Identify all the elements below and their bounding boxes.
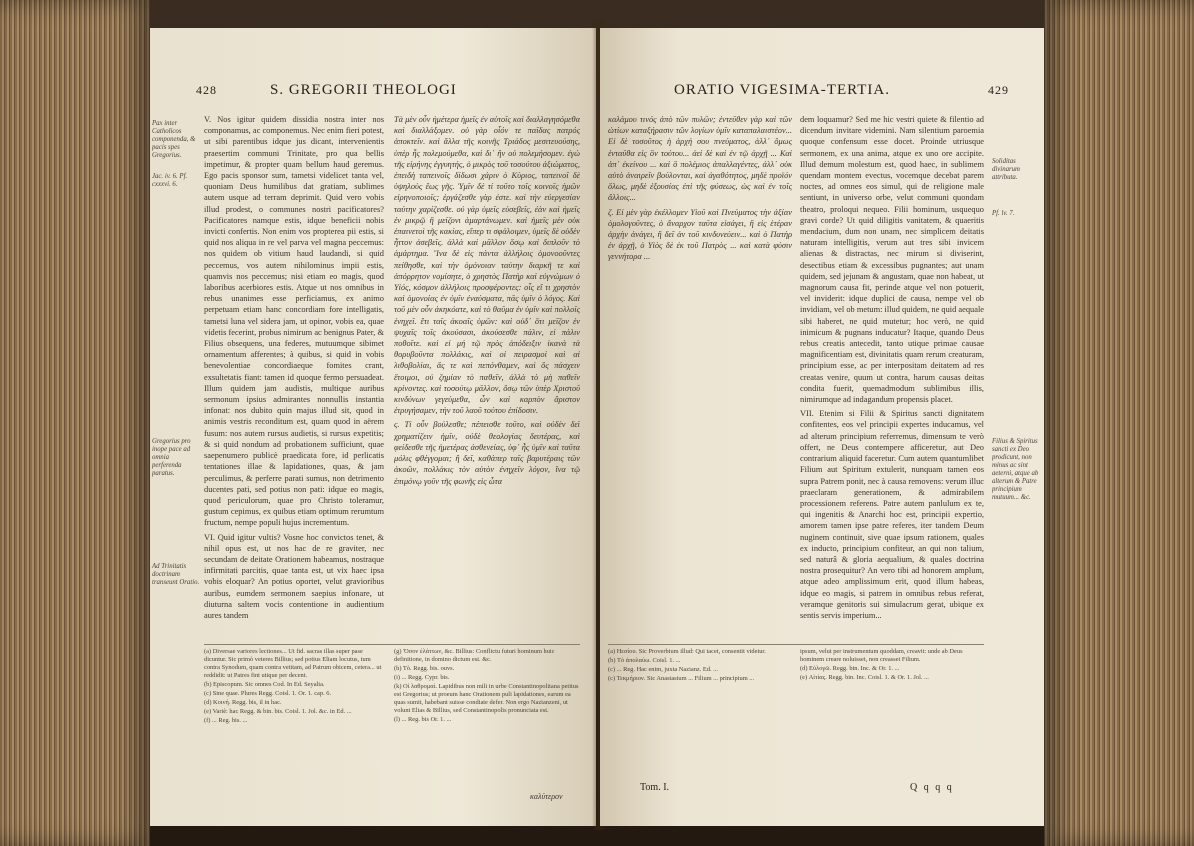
latin-column [204, 114, 384, 640]
footnote: (f) ... Reg. bis. ... [204, 717, 248, 724]
footnote: (a) Diversae variores lectiones... Ut fid. sacras illas super pase dicuntur. Sic primò veteres Billius; sed potius Eliam locutus, tum contra Synodum, quam contra vetitam, ad Patrum obicem, cetera... ut reddidit: ut Patres fint utique per decent. [204, 648, 382, 679]
left-page [150, 28, 596, 826]
greek-paragraph: ς. Τί οὖν βούλεσθε; πέπεισθε τοῦτο, καὶ οὐδὲν δεῖ χρηματίζειν ἡμῖν, οὐδὲ θεολογίας δευτέρας, καὶ φείδεσθε τῆς ἡμετέρας ἀσθενείας, ὑφ᾽ ἧς ὑμῖν καὶ ταῦτα μόλις φθέγγομαι; ἢ δεῖ, καθάπερ ταῖς βαρυτέραις τῶν ἀκοῶν, πολλάκις τὸν αὐτὸν ἐνηχεῖν λόγον, ἵνα τῷ ἐπιμόνῳ γοῦν τῆς φωνῆς εἰς ὦτα [394, 420, 580, 486]
footnote: (b) Τὸ ἀπολαύω. Coisl. 1. ... [608, 657, 681, 664]
footnote: (k) Οἱ λαθρομαί. Lapidibus non mili in urbe Constantinopolitana petitus est Gregorius; ut proeum hanc Orationem puli lapidationes, earum ea quas sumit, habebant suisse condiate defer. Non ergo Nazianzeni, ut volunt Elias & Billius, sed Constantinopolis pronunciata est. [394, 683, 579, 714]
footnote: (b) Episcopum. Sic omnes Cod. In Ed. Seyalia. [204, 681, 325, 688]
latin-paragraph: V. Nos igitur quidem dissidia nostra inter nos componamus, ac componemus. Nec enim fieri potest, ut sibi parentibus idque jus dicant, intervenientis praesertim communi Trinitate, pro qua bellis impetimur, & propter quam bellum haud geremus. Ego pacis sponsor sum, tametsi videlicet tanta vel, quoniam Deus humilibus dat gratiam, sublimes autem usque ad terram deprimit. Quid vero vobis illud prodest, o communes nostri pacificatores? Pacificatores namque estis, idque beneficii nobis invicti confertis. Non enim vos propterea pii estis, si quid nos aliqua in re vel parva vel magna peccemus: nos quidem ob vitium haud laudandi, si quid peccemus, vos autem nihilominus impii estis, quamvis nos peccemus; nisi etiam eo magis, quod laboribus acerbiores estis. Atque ut nos omnibus in rebus unanimes esse perficiamus, ex animo perpetuam etiam hanc concordiam fore intelligatis, tametsi luna vel sidera jam, ut opinor, vobis ea, quae videtis fecerint, probus nimirum ac benignus Pater, & Filius obsequens, una federes, mutuumque sibimet ornamentum afferentes; à quibus, si quid in vobis benevolentiae concordiaeque fomites crant, exsultetatis fiant: tamen id quoque fermo persuadeat. Illum quidem jam audistis, multique auribus sermonum ipsius admirantes nonnullis instantia infonat: nos dubito quin majus illud sit, quod in animis vestris reconditum est, quam quod in aërem fusum: nos autem rursus audietis, si rursus expetitis; & si quid nondum ad probationem sufficiunt, quae saepenumero publicè praedicata fore, id perlicatis tentationes illae & lapidationes, quas, & jam perculimus, & perferre parati sumus, non detrimento ducentes pati, sed potius non pati: idque eo magis, quod periculorum, quae pro Christo toleramur, gustum cepimus, ex quibus etiam optimum rerumtum fructum, nempe populi hujus incrementum. [204, 115, 384, 528]
latin-paragraph: dem loquamur? Sed me hic vestri quiete & filentio ad dicendum invitare videmini. Nam silentium paroemia quoque confensum esse docet. Proinde utriusque sermonem, ex una anima, atque ex uno ore accipite. Illud demum molestum est, quod haec, in sublimem quendam montem evectus, vocemque decebat parem noctes, ad omnes eos simul, qui de religione male sentiunt, in universo orbe, velut communi quondam theatro, proloqui nequeo. Filii hominum, usquequo gravi corde? Ut quid diligitis vanitatem, & quaeritis mendacium, dum non unam, nec simplicem deitatis naturam intelligitis, verum aut tres sibi invicem alienas & distractas, nec mirum si diviserint, desectibus etiam & excessibus pugnantes; aut unam quidem, sed jejunam & angustam, quae non habeat, ut magnorum causa fit, perinde atque vel non potuerit, vel inviderit: idque duplici de causa, nempe vel ob invidiam, vel ob metum: illud quidem, ne quid aequale sibi haberet, ne quid mutetur; hoc verò, ne quid inimicum & pugnans inducatur? Itaque, quando Deus rebus creatis antecedit, tanto utique primae causae magnificentiam est, divinitatis quam rerum creaturam, principium esse, ac per interpositam deitatem ad res creatas venire, quum ut contra, harum causas deitas condita fuerit, quemadmodum sublimibus illis, nimirumque ad indagandum propensis placet. [800, 115, 984, 405]
margin-note: Ad Trinitatis doctrinam transeunt Oratio. [152, 563, 200, 586]
footnote-rule [204, 644, 580, 645]
latin-footnotes [800, 648, 984, 768]
footnote: (c) Τεκμήριον. Sic Anastasium ... Filium ... principium ... [608, 675, 755, 682]
footnote: (d) Κοινή. Regg. bis, il in hac. [204, 699, 282, 706]
latin-footnotes [204, 648, 384, 788]
footnote: (c) ... Reg. Hac enim, juxta Nazianz. Ed. ... [608, 666, 719, 673]
latin-paragraph: VII. Etenim si Filii & Spiritus sancti dignitatem confitentes, eos vel principii expertes inducamus, vel ad alterum principium referremus, dimensum te verò offert, ne Deus contempere afficeretur, aut Deo contrarium aliquid faceretur. Cum autem quantumlibet Filium aut Spiritum extulerit, nunquam tamen eos supra Patrem ponit, nec à causa removens: verum illuc praeclaram generationem, & admirabilem processionem referens. Patre autem panlulum ex te, qui ingenitis & Anarchi hoc est, principii expertio, amorem tamen ipse patre referes, iter tandem Deum nuginem continuit, sive quae ipsum rationem, quales ex inducto, principium confiteur, an qui non talium, sed naturâ & gloria aequalium, & quales doctrina nostra prosequitur? An vero tibi ad honorem amplum, atque adeo amplissimum erit, quod illum habeas, idque eo magis, si patrem in omnibus rebus referat, veramque genitoris sui simulacrum gerat, ubique ex sentis servis imperium... [800, 409, 984, 620]
footnote: (h) Tò. Regg. bis. ouvs. [394, 665, 455, 672]
tome-label: Tom. I. [640, 782, 670, 793]
right-page-edges [1044, 0, 1194, 846]
greek-column [608, 114, 792, 640]
footnote: (i) ... Regg. Cypr. bis. [394, 674, 450, 681]
margin-note: Soliditas divinarum attributa. [992, 158, 1020, 181]
footnote-rule [608, 644, 984, 645]
signature-mark: Q q q q [910, 782, 954, 793]
left-page-edges [0, 0, 150, 846]
left-running-head: S. GREGORII THEOLOGI [270, 82, 457, 98]
greek-footnotes [608, 648, 792, 768]
margin-note: Filius & Spiritus sancti ex Deo prodicunt, non minus ac sint aeterni, atque ab alterum & Patre principium mutuum... &c. [992, 438, 1039, 501]
right-running-head: ORATIO VIGESIMA-TERTIA. [674, 82, 890, 98]
footnote: (c) Sine quae. Plures Regg. Coisl. 1. Or. 1. cap. 6. [204, 690, 332, 697]
right-page [600, 28, 1044, 826]
latin-paragraph: VI. Quid igitur vultis? Vosne hoc convictos tenet, & nihil opus est, ut nos hac de re graviter, nec secundam de deitate Orationem habeamus, nostraque infirmitati parcitis, quae tanta est, ut vix haec ipsa vobis eloquar? An potius oportet, velut gravioribus auribus, eumdem sermonem saepius infonare, ut diuturna saltem vocis contentione in audientium aures tandem [204, 532, 384, 620]
footnote: (a) Ηεσίου. Sic Proverbium illud: Qui tacet, consentit videtur. [608, 648, 766, 655]
footnote: (e) Variè: hac Regg. & bin. bis. Coisl. 1. Jol. &c. in Ed. ... [204, 708, 352, 715]
right-page-number: 429 [988, 83, 1009, 97]
greek-paragraph: ζ. Εἰ μὲν γὰρ ἐκέλλομεν Υἱοῦ καὶ Πνεύματος τὴν ἀξίαν ὁμολογοῦντες, ὁ ἄναρχον ταῦτα εἰσάγει, ἢ εἰς ἑτέραν ἀρχὴν ἀνάγει, ἢ δεῖ ἀν τοῦ κινδυνεύειν... καὶ ὁ Πατὴρ ἐν ἀρχῇ, ὁ Υἱὸς δὲ ἐκ τοῦ Πατρὸς ... καὶ κατὰ φύσιν γεννήτορα ... [608, 207, 792, 262]
footnote: (e) Αἰτίας. Regg. bin. Inc. Coisl. 1. & Or. 1. Jol. ... [800, 674, 929, 681]
greek-column [394, 114, 580, 640]
greek-paragraph: καλάμου τινός ἀπὸ τῶν πυλῶν; ἐντεῦθεν γὰρ καὶ τῶν ὡτίων καταξήρασιν τῶν λογίων ὑμῖν καταπαλαιστέον... Εἰ δὲ τοσοῦτος ἡ ἀρχή σου πνεύματος, ἀλλ᾽ ὅμως ἐνταῦθα εἰς ὃν τούτου... ἀεὶ δὲ καὶ ἐν τῷ ἀρχῇ ... Καὶ ἀπ᾽ ἐκείνου ... καὶ ὃ πολέμιος ἀπαλλαγέντες, ἀλλ᾽ οὐκ αὐτὸ ἀναιρεῖν βούλονται, καὶ ἀγαθότητος, μηδὲ προϊόν ὅλως, μηδὲ ἐξουσίας ἐπὶ τῆς φύσεως, ὡς καὶ ἐν τοῖς ἄλλοις... [608, 115, 792, 203]
latin-column [800, 114, 984, 640]
margin-note: Gregorius pro inope pace ad omnia perferenda paratus. [152, 438, 191, 477]
greek-paragraph: Τὰ μὲν οὖν ἡμέτερα ἡμεῖς ἐν αὐτοῖς καὶ διαλλαγησόμεθα καὶ διαλλάξομεν. οὐ γὰρ οἷόν τε παῖδας πατρός ἀποκτεῖν. καὶ ἄλλα τῆς κοινῆς Τριάδος μεσιτευούσης, ὑπὲρ ἧς πολεμούμεθα, καὶ δι᾽ ἣν οὐ πολεμήσομεν. ἐγὼ τῆς εἰρήνης ἐγγυητής, ὁ μικρὸς τοῦ τοσούτου ἀξιώματος, ἐπειδὴ ταπεινοῖς δίδωσι χάριν ὁ Κύριος, ταπεινοῖ δὲ ὑψηλοὺς ἕως γῆς. Ὑμῖν δὲ τί τοῦτο τοῖς κοινοῖς ἡμῶν εἰρηνοποιοῖς; ἐργάζεσθε γὰρ ἐστε. καὶ τὴν εὐεργεσίαν ταύτην χαρίζεσθε. οὐ γὰρ ὑμεῖς εὐσεβεῖς, ἐὰν καὶ ἡμεῖς ἐν μικρῷ ἢ μείζονι ἁμαρτάνωμεν. καὶ ἡμεῖς μὲν οὐκ ἐπαινετοὶ τῆς κακίας, εἴπερ τι σφάλοιμεν, ὑμεῖς δὲ οὐδὲν ἧττον ἀσεβεῖς. ἀλλὰ καὶ μᾶλλον ὅσῳ καὶ διπλοῦν τὸ ἁμάρτημα. Ἵνα δὲ εἰς πάντα ἀλλήλοις ὁμονοοῦντες πείθησθε, καὶ τὴν ὁμόνοιαν ταύτην διαρκῆ τε καὶ ἀπόρρητον νομίσητε, ὁ χρηστὸς Πατὴρ καὶ εὐγνώμων ὁ Υἱός, κόσμον ἀλλήλοις προσφέροντες: οἷς εἴ τι χρηστὸν καὶ ὁμονοίας ἐν ὑμῖν ἐναύσματα, πᾶς ὑμῖν ὁ λόγος. Καὶ τοῦ μὲν οὖν ἀκηκόατε, καὶ τὸ θαῦμα ἐν ὑμῖν καὶ πολλοῖς ἐνηχεῖ. ἔτι ταῖς ἀκοαῖς ὑμῶν: καὶ οὐδ᾽ ὅτι μεῖζον ἐν ψυχαῖς τοῖς ἀκούσασι, ἀκούσεσθε πάλιν, εἰ πάλιν ποθοῖτε. καὶ εἰ μή τῷ πρὸς ἀπόδειξιν ἱκανὰ τὰ θορυβοῦντα πολλάκις, καὶ οἱ πειρασμοὶ καὶ αἱ λιθοβολίαι, ἅς τε καὶ πεπόνθαμεν, καὶ ὅς πάσχειν ἕτοιμοι, οὐ ζημίαν τὸ παθεῖν, ἀλλὰ τὸ μὴ παθεῖν κρίνοντες. καὶ τοσούτῳ μᾶλλον, ὅσῳ τῶν ὑπὲρ Χριστοῦ κινδύνων γεγεύμεθα, ὧν καὶ καρπὸν ἄριστον ἐτρυγήσαμεν, τὴν τοῦ λαοῦ τούτου ἐπίδοσιν. [394, 115, 580, 416]
margin-note: Pf. lv. 7. [992, 210, 1015, 217]
footnote: (d) Εὐλογῶ. Regg. bin. Inc. & Or. 1. ... [800, 665, 900, 672]
footnote: (g) Ὅσον ἐλάττων, &c. Billius: Conflictu futuri hominum huic definitione, in domino dictum est. &c. [394, 648, 555, 663]
margin-note: Jac. iv. 6. Pf. cxxxvi. 6. [152, 173, 188, 188]
margin-note: Pax inter Catholicos componenda, & pacis spes Gregorius. [152, 120, 196, 159]
footnote: ipsum, velut per instrumentum quoddam, creavit: unde ab Deus hominem creare noluisset, non creasset Filium. [800, 648, 963, 663]
catchword: καλύτερον [530, 792, 563, 801]
greek-footnotes [394, 648, 580, 788]
left-page-number: 428 [196, 83, 217, 97]
footnote: (l) ... Reg. bis Or. 1. ... [394, 716, 452, 723]
